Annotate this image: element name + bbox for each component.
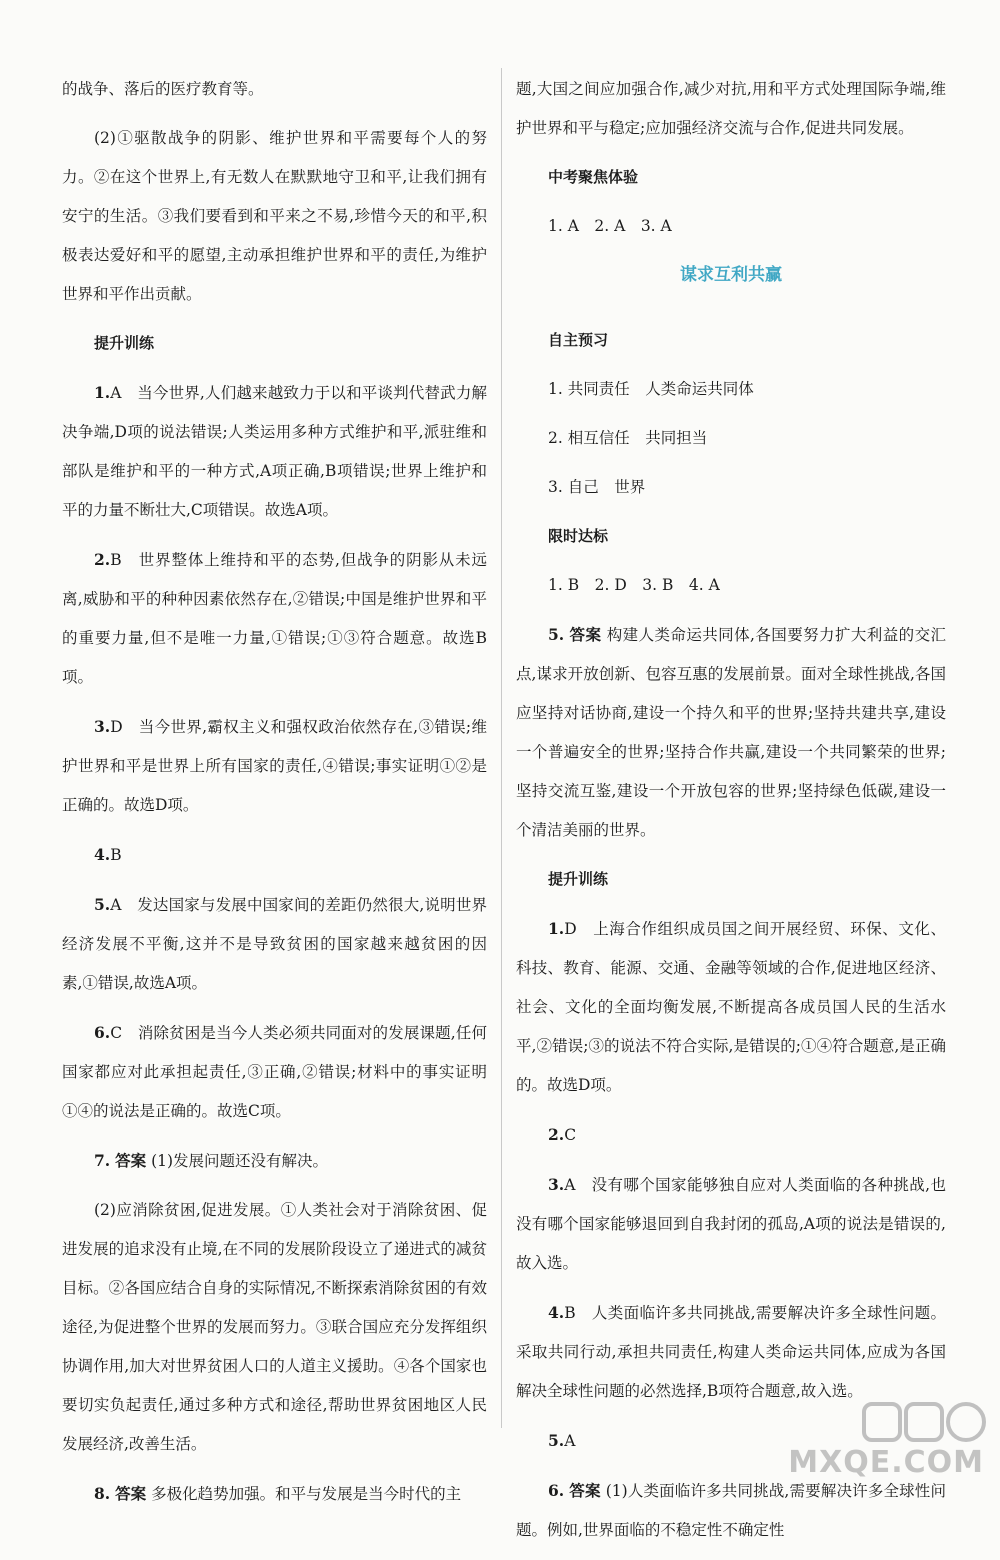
item-number: 1. (94, 383, 111, 402)
answer-item (62, 1141, 487, 1181)
item-text: C 消除贫困是当今人类必须共同面对的发展课题,任何国家都应对此承担起责任,③正确,②错误;材料中的事实证明①④的说法是正确的。故选C项。 (62, 1024, 487, 1120)
answer-item (516, 1115, 946, 1155)
item-text: 构建人类命运共同体,各国要努力扩大利益的交汇点,谋求开放创新、包容互惠的发展前景。面对全球性挑战,各国应坚持对话协商,建设一个持久和平的世界;坚持共建共享,建设一个普遍安全的世界;坚持合作共赢,建设一个共同繁荣的世界;坚持交流互鉴,建设一个开放包容的世界;坚持绿色低碳,建设一个清洁美丽的世界。 (516, 626, 946, 839)
item-number: 2. (94, 550, 111, 569)
answer-tag: 答案 (569, 1482, 601, 1500)
item-text: D 上海合作组织成员国之间开展经贸、环保、文化、科技、教育、能源、交通、金融等领域的合作,促进地区经济、社会、文化的全面均衡发展,不断提高各成员国人民的生活水平,②错误;③的说法不符合实际,是错误的;①④符合题意,是正确的。故选D项。 (516, 920, 946, 1094)
answer-item (62, 1013, 487, 1131)
column-divider (501, 68, 502, 1428)
item-number: 1. (548, 919, 565, 938)
item-text: A 当今世界,人们越来越致力于以和平谈判代替武力解决争端,D项的说法错误;人类运用多种方式维护和平,派驻维和部队是维护和平的一种方式,A项正确,B项错误;世界上维护和平的力量不断壮大,C项错误。故选A项。 (62, 384, 487, 519)
item-number: 2. (548, 1125, 565, 1144)
paragraph: (2)①驱散战争的阴影、维护世界和平需要每个人的努力。②在这个世界上,有无数人在默默地守卫和平,让我们拥有安宁的生活。③我们要看到和平来之不易,珍惜今天的和平,积极表达爱好和平的愿望,主动承担维护世界和平的责任,为维护世界和平作出贡献。 (62, 129, 487, 303)
answer-item (516, 1165, 946, 1283)
answer-tag: 答案 (115, 1152, 147, 1170)
answer-list: 1. A 2. A 3. A (548, 217, 672, 235)
item-text: B 人类面临许多共同挑战,需要解决许多全球性问题。采取共同行动,承担共同责任,构建人类命运共同体,应成为各国解决全球性问题的必然选择,B项符合题意,故入选。 (516, 1304, 946, 1400)
answer-item (516, 909, 946, 1105)
answer-item (62, 1474, 487, 1514)
answer-item (516, 615, 946, 850)
answer-item (62, 885, 487, 1003)
item-text: (1)人类面临许多共同挑战,需要解决许多全球性问题。例如,世界面临的不稳定性不确定性 (516, 1482, 946, 1539)
left-column (62, 70, 487, 1524)
item-number: 5. (94, 895, 111, 914)
answer-item: 2. 相互信任 共同担当 (548, 429, 708, 447)
answer-item: 3. 自己 世界 (548, 478, 646, 496)
item-number: 7. (94, 1151, 111, 1170)
paragraph: 题,大国之间应加强合作,减少对抗,用和平方式处理国际争端,维护世界和平与稳定;应加强经济交流与合作,促进共同发展。 (516, 80, 946, 137)
heading-zizhu: 自主预习 (548, 331, 609, 349)
paragraph: 的战争、落后的医疗教育等。 (62, 80, 264, 98)
item-text: C (564, 1126, 577, 1144)
watermark (788, 1396, 994, 1486)
item-number: 6. (548, 1481, 565, 1500)
item-text: B 世界整体上维持和平的态势,但战争的阴影从未远离,威胁和平的种种因素依然存在,②错误;中国是维护世界和平的重要力量,但不是唯一力量,①错误;①③符合题意。故选B项。 (62, 551, 488, 686)
item-number: 8. (94, 1484, 111, 1503)
answer-item (62, 373, 487, 530)
item-number: 5. (548, 625, 565, 644)
item-text: B (110, 846, 122, 864)
item-number: 4. (548, 1303, 565, 1322)
heading-zhongkao: 中考聚焦体验 (548, 168, 639, 186)
heading-tisheng: 提升训练 (94, 334, 155, 352)
item-text: A 发达国家与发展中国家间的差距仍然很大,说明世界经济发展不平衡,这并不是导致贫困的国家越来越贫困的因素,①错误,故选A项。 (62, 896, 487, 992)
item-number: 6. (94, 1023, 111, 1042)
answer-item (62, 707, 487, 825)
item-text: A 没有哪个国家能够独自应对人类面临的各种挑战,也没有哪个国家能够退回到自我封闭的孤岛,A项的说法是错误的,故入选。 (516, 1176, 946, 1272)
answer-item (62, 835, 487, 875)
section-title: 谋求互利共赢 (680, 265, 782, 285)
item-text: 多极化趋势加强。和平与发展是当今时代的主 (151, 1485, 462, 1503)
answer-tag: 答案 (115, 1485, 147, 1503)
heading-tisheng: 提升训练 (548, 870, 609, 888)
item-number: 5. (548, 1431, 565, 1450)
heading-xianshi: 限时达标 (548, 527, 609, 545)
paragraph: (2)应消除贫困,促进发展。①人类社会对于消除贫困、促进发展的追求没有止境,在不同的发展阶段设立了递进式的减贫目标。②各国应结合自身的实际情况,不断探索消除贫困的有效途径,为促进整个世界的发展而努力。③联合国应充分发挥组织协调作用,加大对世界贫困人口的人道主义援助。④各个国家也要切实负起责任,通过多种方式和途径,帮助世界贫困地区人民发展经济,改善生活。 (62, 1201, 487, 1453)
item-text: A (564, 1432, 576, 1450)
item-number: 3. (94, 717, 111, 736)
item-text: (1)发展问题还没有解决。 (151, 1152, 329, 1170)
answer-item (62, 540, 487, 697)
right-column (516, 70, 946, 1560)
answer-list: 1. B 2. D 3. B 4. A (548, 576, 720, 594)
item-text: D 当今世界,霸权主义和强权政治依然存在,③错误;维护世界和平是世界上所有国家的责任,④错误;事实证明①②是正确的。故选D项。 (62, 718, 487, 814)
answer-item (516, 1293, 946, 1411)
answer-tag: 答案 (569, 626, 602, 644)
answer-item: 1. 共同责任 人类命运共同体 (548, 380, 754, 398)
watermark-text: MXQE.COM (788, 1445, 984, 1480)
item-number: 4. (94, 845, 111, 864)
item-number: 3. (548, 1175, 565, 1194)
